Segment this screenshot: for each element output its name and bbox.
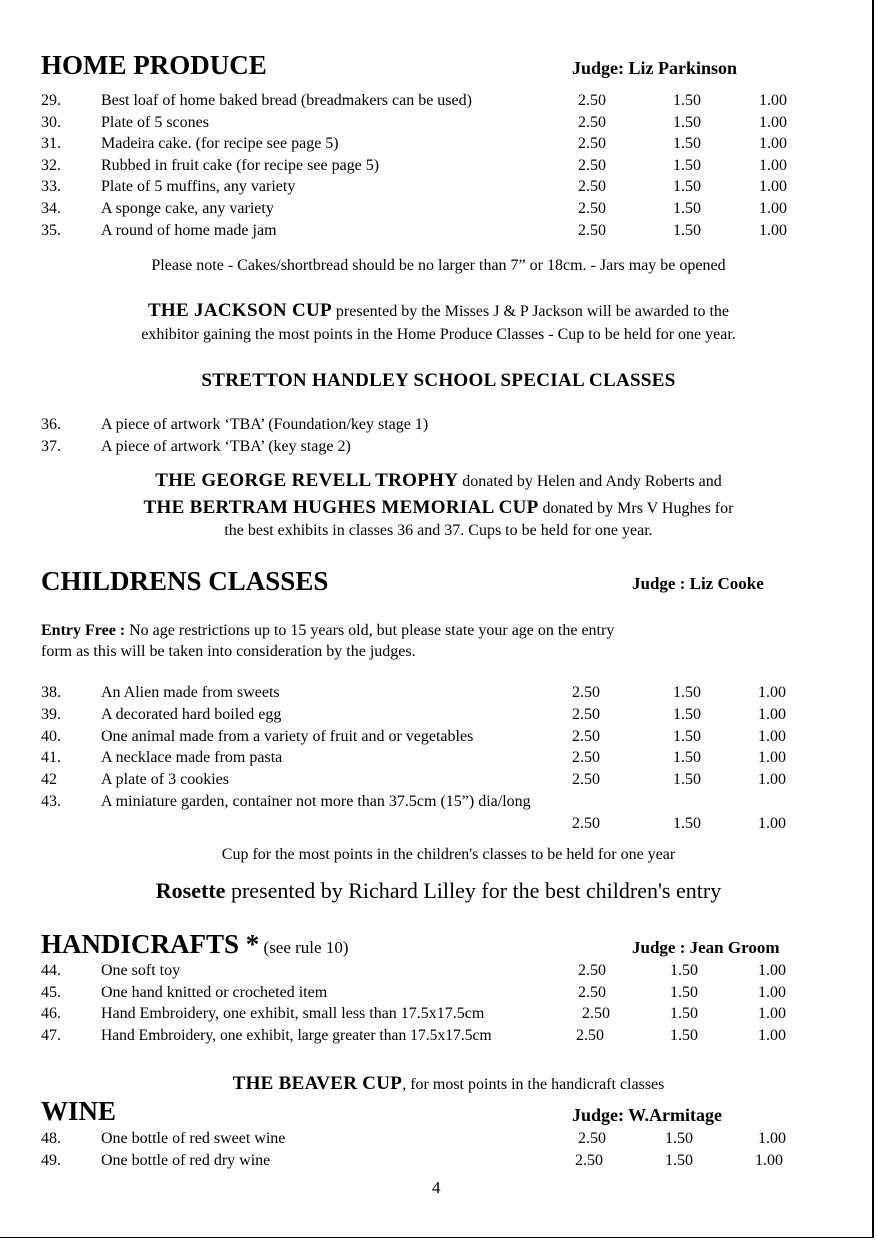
class-number: 37. <box>41 438 61 455</box>
home-produce-heading: HOME PRODUCE <box>41 50 267 80</box>
class-number: 36. <box>41 416 61 433</box>
second-prize: 1.50 <box>673 728 701 745</box>
class-row <box>0 1152 877 1174</box>
second-prize: 1.50 <box>673 200 701 217</box>
class-row <box>0 1005 877 1027</box>
second-prize: 1.50 <box>665 1130 693 1147</box>
class-number: 30. <box>41 114 61 131</box>
class-row <box>0 684 877 706</box>
class-description: One bottle of red sweet wine <box>101 1130 286 1147</box>
third-prize: 1.00 <box>759 135 787 152</box>
class-row <box>0 706 877 728</box>
class-number: 47. <box>41 1027 61 1044</box>
first-prize: 2.50 <box>578 92 606 109</box>
class-number: 43. <box>41 793 61 810</box>
class-number: 32. <box>41 157 61 174</box>
class-number: 29. <box>41 92 61 109</box>
class-row <box>0 728 877 750</box>
second-prize: 1.50 <box>673 114 701 131</box>
class-number: 48. <box>41 1130 61 1147</box>
class-number: 34. <box>41 200 61 217</box>
first-prize: 2.50 <box>578 178 606 195</box>
class-number: 49. <box>41 1152 61 1169</box>
class-row <box>0 1130 877 1152</box>
class-number: 38. <box>41 684 61 701</box>
page-number: 4 <box>432 1178 441 1197</box>
class-description: A plate of 3 cookies <box>101 771 229 788</box>
wine-heading: WINE <box>41 1096 117 1126</box>
hughes-cup-text: donated by Mrs V Hughes for <box>538 500 734 517</box>
first-prize: 2.50 <box>572 728 600 745</box>
first-prize: 2.50 <box>578 135 606 152</box>
first-prize: 2.50 <box>578 984 606 1001</box>
first-prize: 2.50 <box>572 706 600 723</box>
class-description: One soft toy <box>101 962 181 979</box>
third-prize: 1.00 <box>759 157 787 174</box>
childrens-heading: CHILDRENS CLASSES <box>41 566 329 596</box>
class-number: 31. <box>41 135 61 152</box>
class-number: 33. <box>41 178 61 195</box>
beaver-cup-name: THE BEAVER CUP <box>232 1073 403 1094</box>
handicrafts-heading: HANDICRAFTS * <box>41 929 260 959</box>
rosette-line <box>0 878 877 904</box>
class-row <box>0 749 877 771</box>
class-description: Rubbed in fruit cake (for recipe see page 5) <box>101 157 380 174</box>
class-description: A decorated hard boiled egg <box>101 706 282 723</box>
third-prize: 1.00 <box>759 222 787 239</box>
class-description: Hand Embroidery, one exhibit, large greater than 17.5x17.5cm <box>101 1027 492 1044</box>
class-row <box>0 200 877 222</box>
class-description: A round of home made jam <box>101 222 277 239</box>
third-prize: 1.00 <box>758 684 786 701</box>
class-row-continued <box>0 815 877 837</box>
second-prize: 1.50 <box>673 749 701 766</box>
first-prize: 2.50 <box>578 157 606 174</box>
second-prize: 1.50 <box>673 771 701 788</box>
entry-free-line2: form as this will be taken into consideration by the judges. <box>41 643 416 660</box>
second-prize: 1.50 <box>670 984 698 1001</box>
childrens-judge: Judge : Liz Cooke <box>632 574 764 593</box>
second-prize: 1.50 <box>673 706 701 723</box>
third-prize: 1.00 <box>758 984 786 1001</box>
jackson-cup-text: presented by the Misses J & P Jackson will be awarded to the <box>331 303 730 320</box>
handicrafts-heading-line <box>41 929 349 960</box>
class-description: A sponge cake, any variety <box>101 200 274 217</box>
second-prize: 1.50 <box>670 1005 698 1022</box>
class-row <box>0 416 877 438</box>
beaver-cup-line <box>10 1073 877 1096</box>
third-prize: 1.00 <box>758 749 786 766</box>
jackson-cup-line2: exhibitor gaining the most points in the Home Produce Classes - Cup to be held for one year. <box>141 326 736 343</box>
class-row <box>0 222 877 244</box>
revell-trophy-name: THE GEORGE REVELL TROPHY <box>155 470 459 491</box>
class-row <box>0 1027 877 1049</box>
third-prize: 1.00 <box>758 706 786 723</box>
second-prize: 1.50 <box>673 157 701 174</box>
first-prize: 2.50 <box>572 771 600 788</box>
class-row <box>0 178 877 200</box>
second-prize: 1.50 <box>670 1027 698 1044</box>
class-description: A piece of artwork ‘TBA’ (Foundation/key stage 1) <box>101 416 429 433</box>
entry-free-text: No age restrictions up to 15 years old, but please state your age on the entry <box>125 622 615 639</box>
first-prize: 2.50 <box>578 200 606 217</box>
class-row <box>0 793 877 815</box>
home-produce-note: Please note - Cakes/shortbread should be no larger than 7” or 18cm. - Jars may be opened <box>151 257 726 274</box>
class-description: An Alien made from sweets <box>101 684 280 701</box>
class-description: Madeira cake. (for recipe see page 5) <box>101 135 339 152</box>
third-prize: 1.00 <box>759 92 787 109</box>
first-prize: 2.50 <box>578 222 606 239</box>
handicrafts-rule-ref: (see rule 10) <box>259 938 349 957</box>
class-row <box>0 92 877 114</box>
class-number: 44. <box>41 962 61 979</box>
third-prize: 1.00 <box>755 1152 783 1169</box>
revell-trophy-text: donated by Helen and Andy Roberts and <box>458 473 722 490</box>
class-description: Best loaf of home baked bread (breadmakers can be used) <box>101 92 472 109</box>
class-description: Plate of 5 scones <box>101 114 209 131</box>
second-prize: 1.50 <box>673 135 701 152</box>
class-number: 35. <box>41 222 61 239</box>
third-prize: 1.00 <box>759 114 787 131</box>
second-prize: 1.50 <box>670 962 698 979</box>
class-row <box>0 135 877 157</box>
third-prize: 1.00 <box>759 200 787 217</box>
first-prize: 2.50 <box>582 1005 610 1022</box>
second-prize: 1.50 <box>673 92 701 109</box>
class-row <box>0 114 877 136</box>
wine-judge: Judge: W.Armitage <box>572 1105 722 1125</box>
third-prize: 1.00 <box>758 1005 786 1022</box>
class-row <box>0 157 877 179</box>
handicrafts-judge: Judge : Jean Groom <box>632 938 780 957</box>
second-prize: 1.50 <box>673 815 701 832</box>
hughes-cup-name: THE BERTRAM HUGHES MEMORIAL CUP <box>143 497 539 518</box>
first-prize: 2.50 <box>578 962 606 979</box>
third-prize: 1.00 <box>759 178 787 195</box>
third-prize: 1.00 <box>758 1130 786 1147</box>
class-row <box>0 771 877 793</box>
class-row <box>0 962 877 984</box>
first-prize: 2.50 <box>572 749 600 766</box>
revell-trophy-line <box>0 470 877 493</box>
second-prize: 1.50 <box>665 1152 693 1169</box>
class-number: 45. <box>41 984 61 1001</box>
class-row <box>0 438 877 460</box>
school-heading: STRETTON HANDLEY SCHOOL SPECIAL CLASSES <box>201 370 676 391</box>
class-description: One hand knitted or crocheted item <box>101 984 328 1001</box>
class-number: 46. <box>41 1005 61 1022</box>
class-description: One bottle of red dry wine <box>101 1152 271 1169</box>
rosette-label: Rosette <box>155 878 226 903</box>
class-number: 40. <box>41 728 61 745</box>
first-prize: 2.50 <box>576 1027 604 1044</box>
class-description: A necklace made from pasta <box>101 749 283 766</box>
class-description: One animal made from a variety of fruit and or vegetables <box>101 728 474 745</box>
third-prize: 1.00 <box>758 962 786 979</box>
class-description: Plate of 5 muffins, any variety <box>101 178 296 195</box>
second-prize: 1.50 <box>673 684 701 701</box>
hughes-cup-line <box>0 497 877 520</box>
rosette-text: presented by Richard Lilley for the best children's entry <box>225 878 722 903</box>
class-number: 39. <box>41 706 61 723</box>
trophy-note: the best exhibits in classes 36 and 37. Cups to be held for one year. <box>224 522 653 539</box>
jackson-cup-line1 <box>0 300 877 323</box>
first-prize: 2.50 <box>578 1130 606 1147</box>
jackson-cup-name: THE JACKSON CUP <box>147 300 332 321</box>
class-description: A miniature garden, container not more than 37.5cm (15”) dia/long <box>101 793 531 810</box>
class-description: A piece of artwork ‘TBA’ (key stage 2) <box>101 438 351 455</box>
class-row <box>0 984 877 1006</box>
third-prize: 1.00 <box>758 771 786 788</box>
third-prize: 1.00 <box>758 815 786 832</box>
first-prize: 2.50 <box>575 1152 603 1169</box>
class-number: 41. <box>41 749 61 766</box>
first-prize: 2.50 <box>572 815 600 832</box>
first-prize: 2.50 <box>578 114 606 131</box>
childrens-cup-note: Cup for the most points in the children's classes to be held for one year <box>221 846 676 863</box>
second-prize: 1.50 <box>673 178 701 195</box>
entry-free-label: Entry Free : <box>41 622 126 639</box>
class-number: 42 <box>41 771 57 788</box>
entry-free-line1 <box>41 620 614 641</box>
home-produce-judge: Judge: Liz Parkinson <box>572 58 738 78</box>
beaver-cup-text: , for most points in the handicraft classes <box>402 1076 665 1093</box>
third-prize: 1.00 <box>758 728 786 745</box>
first-prize: 2.50 <box>572 684 600 701</box>
third-prize: 1.00 <box>758 1027 786 1044</box>
class-description: Hand Embroidery, one exhibit, small less than 17.5x17.5cm <box>101 1005 485 1022</box>
second-prize: 1.50 <box>673 222 701 239</box>
